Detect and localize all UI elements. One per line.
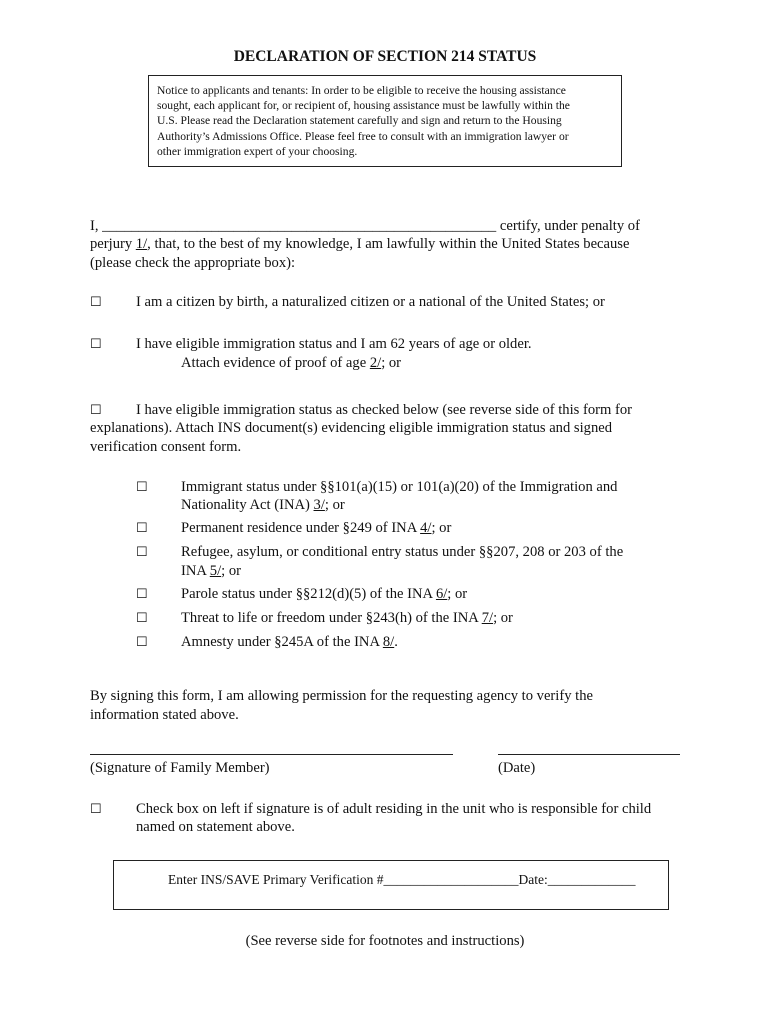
signature-line[interactable] (90, 754, 453, 755)
signature-label: (Signature of Family Member) (90, 760, 270, 776)
checkbox-adult[interactable]: ☐ (90, 801, 102, 816)
notice-line: U.S. Please read the Declaration statement carefully and sign and return to the Housing (157, 114, 562, 128)
sub-option-refugee-l2 (181, 562, 241, 581)
option-age-attach-text: ; or (381, 355, 402, 371)
footnote-ref: 3/ (313, 497, 325, 513)
footnote-ref: 4/ (420, 520, 432, 536)
sub-option-text: ; or (324, 497, 345, 513)
checkbox-permanent-residence[interactable]: ☐ (136, 520, 148, 535)
sub-option-text: ; or (221, 563, 242, 579)
option-age-text: I have eligible immigration status and I am 62 years of age or older. (136, 336, 532, 352)
checkbox-amnesty[interactable]: ☐ (136, 634, 148, 649)
option-age-attach (181, 354, 401, 373)
option-age-attach-text: Attach evidence of proof of age (181, 355, 370, 371)
sub-option-text: ; or (493, 610, 513, 626)
sub-option-text: ; or (431, 520, 452, 536)
checkbox-citizen[interactable]: ☐ (90, 294, 102, 309)
permission-line-2: information stated above. (90, 707, 239, 723)
sub-option-text: Threat to life or freedom under §243(h) of the INA (181, 610, 482, 626)
sub-option-text: Amnesty under §245A of the INA (181, 634, 383, 650)
certify-line-1 (90, 217, 640, 236)
footnote-ref: 8/ (382, 634, 395, 650)
option-status-line-3: verification consent form. (90, 439, 242, 455)
certify-line-3: (please check the appropriate box): (90, 255, 296, 271)
certify-prefix: I, (90, 218, 99, 234)
footer-note: (See reverse side for footnotes and instructions) (245, 933, 525, 949)
footnote-ref: 5/ (209, 563, 222, 579)
footnote-ref: 1/ (135, 236, 148, 252)
option-status-line-1: I have eligible immigration status as checked below (see reverse side of this form for (136, 402, 633, 418)
adult-check-line-1: Check box on left if signature is of adult residing in the unit who is responsible for child (136, 801, 652, 817)
sub-option-amnesty (181, 633, 398, 652)
sub-option-text: . (394, 634, 398, 650)
notice-line: other immigration expert of your choosing. (157, 144, 358, 158)
sub-option-parole (181, 585, 467, 604)
date-line[interactable] (498, 754, 680, 755)
verification-date-blank[interactable]: _____________ (547, 872, 636, 887)
sub-option-text: INA (181, 563, 210, 579)
checkbox-age-62[interactable]: ☐ (90, 336, 102, 351)
date-label: (Date) (498, 760, 536, 776)
name-blank[interactable]: ______________________________________________________ (102, 218, 497, 234)
certify-text: , that, to the best of my knowledge, I am lawfully within the United States because (147, 236, 630, 252)
checkbox-eligible-status[interactable]: ☐ (90, 402, 102, 417)
notice-line: Notice to applicants and tenants: In order to be eligible to receive the housing assistance (157, 84, 566, 97)
sub-option-permanent (181, 519, 451, 538)
sub-option-text: ; or (447, 586, 468, 602)
sub-option-threat (181, 609, 513, 628)
footnote-ref: 7/ (481, 610, 494, 626)
checkbox-parole[interactable]: ☐ (136, 586, 148, 601)
permission-line-1: By signing this form, I am allowing permission for the requesting agency to verify the (90, 688, 593, 704)
verification-date-label: Date: (518, 872, 548, 887)
sub-option-text: Nationality Act (INA) (181, 497, 314, 513)
certify-suffix: certify, under penalty of (499, 218, 640, 234)
footnote-ref: 2/ (369, 355, 382, 371)
sub-option-refugee-l1: Refugee, asylum, or conditional entry status under §§207, 208 or 203 of the (181, 544, 624, 560)
sub-option-immigrant-l2 (181, 496, 345, 515)
verification-number-blank[interactable]: ____________________ (383, 872, 519, 887)
checkbox-refugee[interactable]: ☐ (136, 544, 148, 559)
adult-check-line-2: named on statement above. (136, 819, 295, 835)
option-status-line-2: explanations). Attach INS document(s) evidencing eligible immigration status and signed (90, 420, 613, 436)
sub-option-text: Permanent residence under §249 of INA (181, 520, 421, 536)
certify-line-2 (90, 235, 629, 254)
verification-row (168, 872, 635, 888)
footnote-ref: 6/ (435, 586, 448, 602)
checkbox-threat[interactable]: ☐ (136, 610, 148, 625)
notice-box (148, 75, 622, 167)
verification-label: Enter INS/SAVE Primary Verification # (168, 872, 384, 887)
notice-line: Authority’s Admissions Office. Please feel free to consult with an immigration lawyer or (157, 129, 569, 143)
notice-line: sought, each applicant for, or recipient of, housing assistance must be lawfully within the (157, 99, 570, 113)
sub-option-text: Parole status under §§212(d)(5) of the INA (181, 586, 436, 602)
certify-text: perjury (90, 236, 136, 252)
checkbox-immigrant-status[interactable]: ☐ (136, 479, 148, 494)
page-title: DECLARATION OF SECTION 214 STATUS (233, 48, 537, 65)
sub-option-immigrant-l1: Immigrant status under §§101(a)(15) or 101(a)(20) of the Immigration and (181, 479, 618, 495)
option-citizen-text: I am a citizen by birth, a naturalized citizen or a national of the United States; or (136, 294, 605, 310)
